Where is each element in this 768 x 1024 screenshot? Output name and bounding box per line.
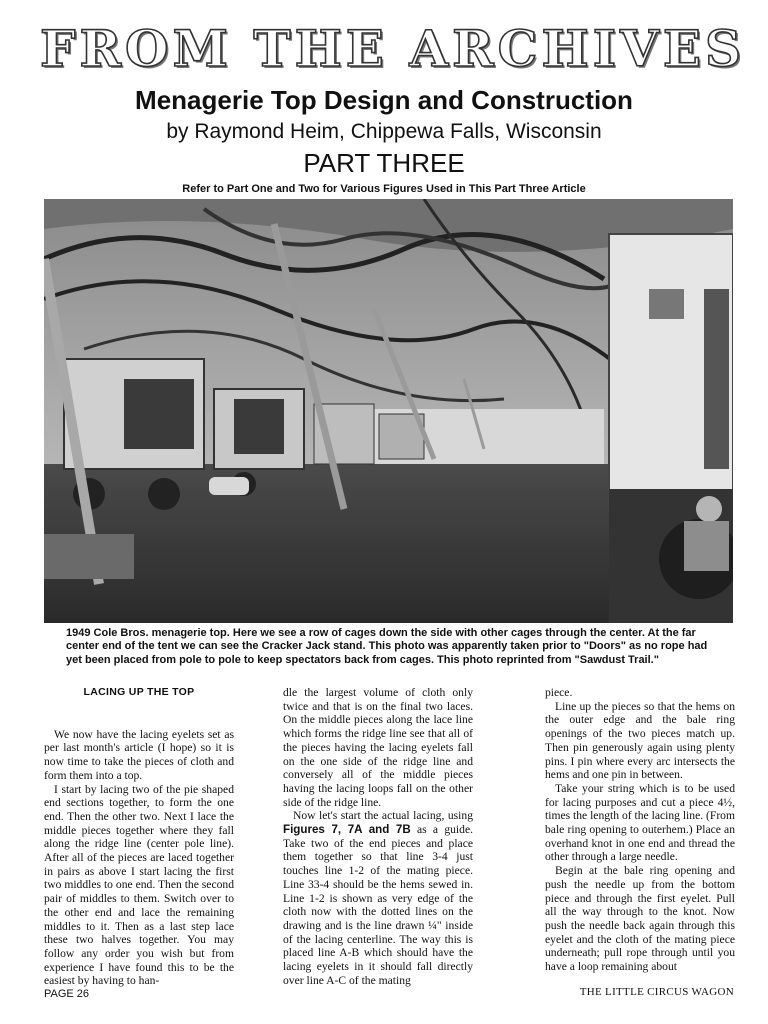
paragraph: piece. <box>545 686 573 699</box>
paragraph-text: Now let's start the actual lacing, using <box>293 809 473 823</box>
paragraph: Take your string which is to be used for lacing purposes and cut a piece 4½, times the length of the lacing line. (From bale ring opening to outerhem.) Place an overhand knot in one end and thread the other through a large needle. <box>545 781 735 864</box>
paragraph: Begin at the bale ring opening and push the needle up from the bottom piece and through the first eyelet. Pull all the way through to the knot. Now push the needle back again through this eyelet and the cloth of the mating piece underneath; pull rope through until you have a loop remaining about <box>545 864 735 974</box>
paragraph-text: as a guide. Take two of the end pieces and place them together so that line 3-4 just touches line 1-2 of the mating piece. Line 33-4 should be the hems sewed in. Line 1-2 is shown as very edge of the cloth now with the dotted lines on the drawing and is the line drawn ¼" inside of the lacing centerline. The way this is placed line A-B which should have the lacing eyelets in it should fall directly over line A-C of the mating <box>283 823 473 987</box>
paragraph: We now have the lacing eyelets set as per last month's article (I hope) so it is now time to take the pieces of cloth and form them into a top. <box>44 727 234 782</box>
figure-reference: Figures 7, 7A and 7B <box>283 823 411 837</box>
author-byline: by Raymond Heim, Chippewa Falls, Wisconsin <box>166 120 602 143</box>
page-number: PAGE 26 <box>44 988 90 1000</box>
article-column-3 <box>545 686 735 974</box>
publication-name: THE LITTLE CIRCUS WAGON <box>579 986 734 998</box>
article-title: Menagerie Top Design and Construction <box>135 85 633 115</box>
paragraph <box>283 809 473 987</box>
section-heading: LACING UP THE TOP <box>83 686 195 698</box>
paragraph: dle the largest volume of cloth only twice and that is on the final two laces. On the middle pieces along the lace line which forms the ridge line see that all of the pieces having the lacing eyelets fall on the one side of the ridge line and conversely all of the middle pieces having the lacing loops fall on the other side of the ridge line. <box>283 686 473 809</box>
reference-note: Refer to Part One and Two for Various Figures Used in This Part Three Article <box>182 183 586 195</box>
part-heading: PART THREE <box>303 148 465 178</box>
paragraph: I start by lacing two of the pie shaped end sections together, to form the one end. Then the other two. Next I lace the middle pieces together where they fall along the ridge line (center pole line). After all of the pieces are laced together in pairs as above I start lacing the first two middles to one end. Then the second pair of middles to them. Switch over to the other end and lace the remaining middles to it. Then as a last step lace these two halves together. You may follow any order you wish but from experience I have found this to be the easiest by having to han- <box>44 782 234 988</box>
article-column-1 <box>44 686 234 988</box>
article-column-2 <box>283 686 473 987</box>
menagerie-photo <box>44 199 733 623</box>
paragraph: Line up the pieces so that the hems on the outer edge and the bale ring openings of the two pieces match up. Then pin generously again using plenty pins. I pin where every arc intersects the hems and one pin in between. <box>545 699 735 782</box>
banner-heading: FROM THE ARCHIVES <box>40 19 746 78</box>
photo-caption: 1949 Cole Bros. menagerie top. Here we see a row of cages down the side with other cages through the center. At the far center end of the tent we can see the Cracker Jack stand. This photo was apparently taken prior to "Doors" as no rope had yet been placed from pole to pole to keep spectators back from cages. This photo reprinted from "Sawdust Trail." <box>66 627 708 666</box>
